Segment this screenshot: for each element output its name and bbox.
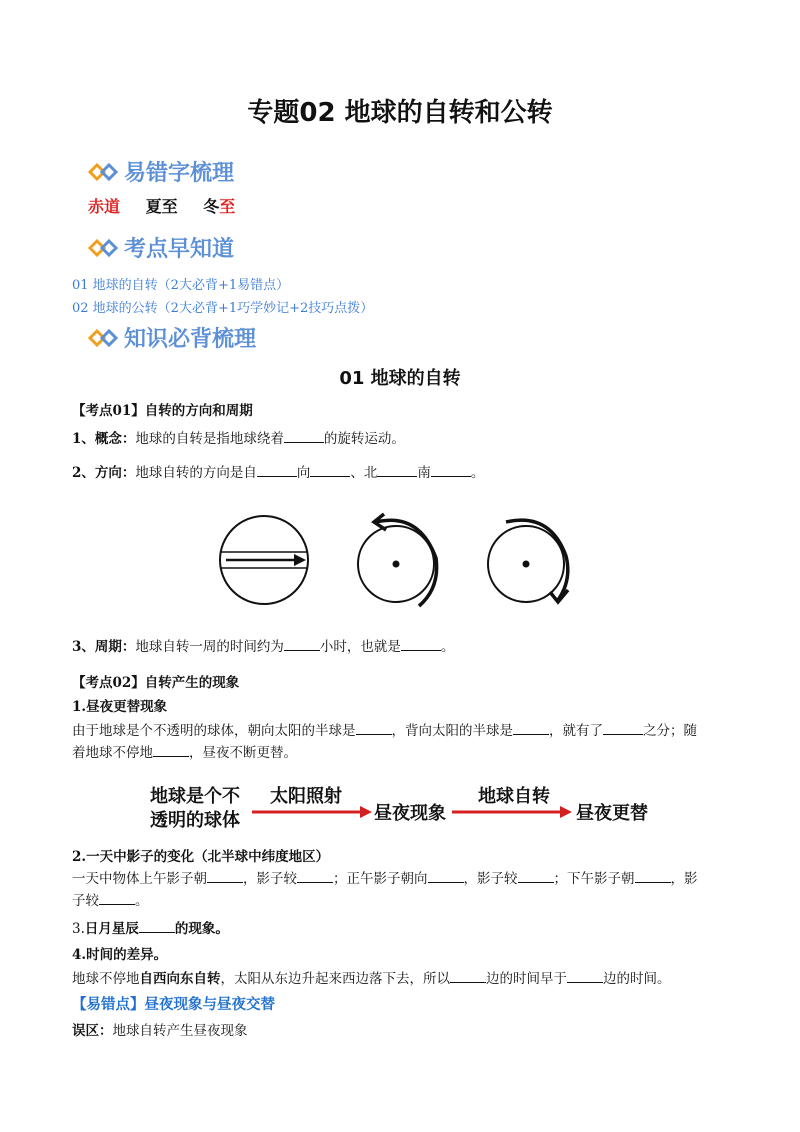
blank[interactable] <box>284 636 320 651</box>
error-heading: 【易错点】昼夜现象与昼夜交替 <box>72 997 275 1013</box>
concept-label: 1、概念： <box>72 431 136 447</box>
direction-c: 、北 <box>350 465 378 481</box>
s4-b: 自西向东自转 <box>139 971 221 987</box>
page-title: 专题02 地球的自转和公转 <box>247 98 553 128</box>
diamond-arrows-icon <box>88 327 118 349</box>
toc-item-1[interactable]: 01 地球的自转（2大必背+1易错点） <box>72 278 290 293</box>
s4-c: ，太阳从东边升起来西边落下去，所以 <box>220 971 450 987</box>
concept-text-a: 地球的自转是指地球绕着 <box>135 431 284 447</box>
period-a: 地球自转一周的时间约为 <box>135 639 284 655</box>
blank[interactable] <box>431 462 471 477</box>
s1-paragraph <box>72 720 732 764</box>
section-typo-label: 易错字梳理 <box>124 161 235 186</box>
period-label: 3、周期： <box>72 639 136 655</box>
period-b: 小时，也就是 <box>319 639 401 655</box>
blank[interactable] <box>310 462 350 477</box>
blank[interactable] <box>428 868 464 883</box>
s2-d: ，影子较 <box>463 871 518 887</box>
period-c: 。 <box>440 639 455 655</box>
direction-e: 。 <box>470 465 485 481</box>
rotation-diagrams <box>214 508 594 616</box>
flow-box1-line2: 透明的球体 <box>150 810 240 831</box>
error-misconception <box>72 1020 732 1042</box>
s2-e: ；下午影子朝 <box>553 871 635 887</box>
s3-a: 3. <box>72 921 85 937</box>
blank[interactable] <box>356 720 392 735</box>
direction-b: 向 <box>296 465 311 481</box>
section-header-points <box>88 232 234 263</box>
globe-south-pole-view <box>488 520 568 602</box>
blank[interactable] <box>153 742 189 757</box>
error-text: 地球自转产生昼夜现象 <box>112 1023 248 1039</box>
s4-d: 边的时间早于 <box>486 971 567 987</box>
typo-word-3-b: 至 <box>219 197 236 216</box>
kp01-period <box>72 636 732 658</box>
typo-word-2: 夏至 <box>145 197 178 216</box>
concept-text-b: 的旋转运动。 <box>323 431 405 447</box>
s1-b: ，背向太阳的半球是 <box>391 723 513 739</box>
s3-line <box>72 918 732 940</box>
s3-c: 的现象。 <box>174 921 229 937</box>
s2-f: ，影 <box>670 871 698 887</box>
s2-heading: 2.一天中影子的变化（北半球中纬度地区） <box>72 849 330 865</box>
kp01-heading: 【考点01】自转的方向和周期 <box>72 403 253 419</box>
blank[interactable] <box>401 636 441 651</box>
flow-box2: 昼夜现象 <box>374 803 446 824</box>
s2-c: ；正午影子朝向 <box>333 871 428 887</box>
section-header-knowledge <box>88 322 256 353</box>
s2-paragraph <box>72 868 732 912</box>
kp01-direction <box>72 462 732 484</box>
blank[interactable] <box>99 890 135 905</box>
error-label: 误区： <box>72 1023 113 1039</box>
flow-arrow1-label: 太阳照射 <box>270 786 342 807</box>
direction-label: 2、方向： <box>72 465 136 481</box>
kp01-concept <box>72 428 732 450</box>
blank[interactable] <box>450 968 486 983</box>
diamond-arrows-icon <box>88 161 118 183</box>
globe-north-pole-view <box>358 514 437 606</box>
blank[interactable] <box>377 462 417 477</box>
typo-word-3-a: 冬 <box>203 197 220 216</box>
section-points-label: 考点早知道 <box>124 237 235 262</box>
blank[interactable] <box>297 868 333 883</box>
blank[interactable] <box>139 918 175 933</box>
typo-word-1: 赤道 <box>88 197 121 216</box>
s2-a: 一天中物体上午影子朝 <box>72 871 207 887</box>
direction-d: 南 <box>417 465 431 481</box>
direction-a: 地球自转的方向是自 <box>135 465 257 481</box>
typo-word-3 <box>203 197 235 216</box>
blank[interactable] <box>284 428 324 443</box>
s2-b: ，影子较 <box>243 871 297 887</box>
section-knowledge-label: 知识必背梳理 <box>124 327 257 352</box>
section-header-typo <box>88 156 234 187</box>
toc-item-2[interactable]: 02 地球的公转（2大必背+1巧学妙记+2技巧点拨） <box>72 301 374 316</box>
s4-a: 地球不停地 <box>72 971 140 987</box>
diamond-arrows-icon <box>88 237 118 259</box>
s2-g: 子较 <box>72 893 99 909</box>
blank[interactable] <box>567 968 603 983</box>
subtitle: 01 地球的自转 <box>339 368 461 389</box>
arrow-right-icon <box>360 806 372 818</box>
s4-heading: 4.时间的差异。 <box>72 947 168 963</box>
s1-c: ，就有了 <box>549 723 603 739</box>
s2-h: 。 <box>135 893 149 909</box>
flow-arrow2-label: 地球自转 <box>478 786 550 807</box>
arrow-right-icon <box>294 554 306 566</box>
kp02-heading: 【考点02】自转产生的现象 <box>72 675 240 691</box>
s1-d: 之分；随 <box>643 723 697 739</box>
globe-side-view <box>220 516 308 604</box>
arrow-right-icon <box>560 806 572 818</box>
blank[interactable] <box>513 720 549 735</box>
s1-f: ，昼夜不断更替。 <box>189 745 297 761</box>
s1-a: 由于地球是个不透明的球体，朝向太阳的半球是 <box>72 723 356 739</box>
flow-box3: 昼夜更替 <box>576 803 648 824</box>
typo-words <box>88 194 255 217</box>
blank[interactable] <box>257 462 297 477</box>
flow-box1-line1: 地球是个不 <box>150 786 240 807</box>
day-night-flow-diagram <box>148 782 658 834</box>
blank[interactable] <box>207 868 243 883</box>
blank[interactable] <box>635 868 671 883</box>
s1-heading: 1.昼夜更替现象 <box>72 699 168 715</box>
blank[interactable] <box>518 868 554 883</box>
blank[interactable] <box>603 720 643 735</box>
s4-e: 边的时间。 <box>603 971 671 987</box>
s1-e: 着地球不停地 <box>72 745 153 761</box>
s3-b: 日月星辰 <box>84 921 139 937</box>
s4-paragraph <box>72 968 732 990</box>
